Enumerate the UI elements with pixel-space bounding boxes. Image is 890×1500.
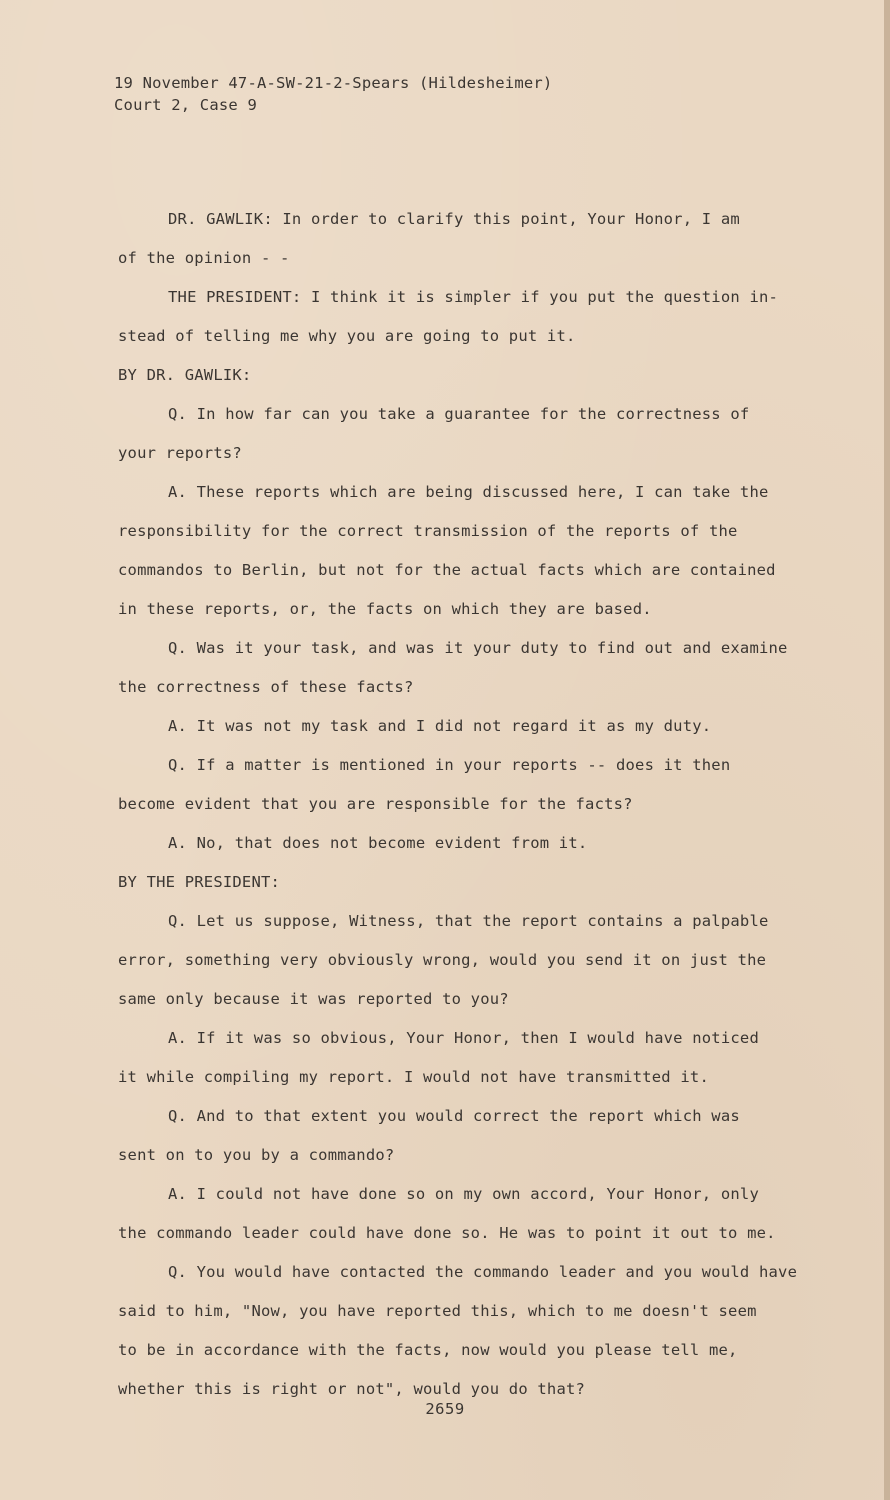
transcript-line: responsibility for the correct transmission of the reports of the bbox=[118, 522, 738, 540]
transcript-line: BY DR. GAWLIK: bbox=[118, 366, 252, 384]
document-header bbox=[114, 72, 552, 116]
transcript-line: A. If it was so obvious, Your Honor, then I would have noticed bbox=[168, 1029, 759, 1047]
transcript-line: sent on to you by a commando? bbox=[118, 1146, 395, 1164]
transcript-line: your reports? bbox=[118, 444, 242, 462]
header-line-2: Court 2, Case 9 bbox=[114, 96, 257, 114]
transcript-line: the commando leader could have done so. He was to point it out to me. bbox=[118, 1224, 776, 1242]
transcript-line: commandos to Berlin, but not for the actual facts which are contained bbox=[118, 561, 776, 579]
transcript-line: Q. Let us suppose, Witness, that the report contains a palpable bbox=[168, 912, 769, 930]
transcript-line: Q. You would have contacted the commando leader and you would have bbox=[168, 1263, 798, 1281]
transcript-line: said to him, "Now, you have reported this, which to me doesn't seem bbox=[118, 1302, 757, 1320]
transcript-line: BY THE PRESIDENT: bbox=[118, 873, 281, 891]
transcript-line: in these reports, or, the facts on which they are based. bbox=[118, 600, 652, 618]
transcript-line: Q. Was it your task, and was it your duty to find out and examine bbox=[168, 639, 788, 657]
transcript-line: Q. And to that extent you would correct the report which was bbox=[168, 1107, 740, 1125]
transcript-line: Q. In how far can you take a guarantee for the correctness of bbox=[168, 405, 750, 423]
transcript-line: whether this is right or not", would you do that? bbox=[118, 1380, 586, 1398]
transcript-line: of the opinion - - bbox=[118, 249, 290, 267]
transcript-line: become evident that you are responsible for the facts? bbox=[118, 795, 633, 813]
transcript-line: the correctness of these facts? bbox=[118, 678, 414, 696]
page-number: 2659 bbox=[425, 1400, 465, 1418]
transcript-line: THE PRESIDENT: I think it is simpler if you put the question in- bbox=[168, 288, 779, 306]
transcript-line: A. No, that does not become evident from it. bbox=[168, 834, 588, 852]
transcript-body bbox=[118, 200, 818, 1409]
header-line-1: 19 November 47-A-SW-21-2-Spears (Hildesheimer) bbox=[114, 74, 553, 92]
transcript-line: A. These reports which are being discussed here, I can take the bbox=[168, 483, 769, 501]
transcript-line: stead of telling me why you are going to put it. bbox=[118, 327, 576, 345]
transcript-line: error, something very obviously wrong, would you send it on just the bbox=[118, 951, 767, 969]
transcript-line: same only because it was reported to you? bbox=[118, 990, 509, 1008]
transcript-line: it while compiling my report. I would not have transmitted it. bbox=[118, 1068, 709, 1086]
transcript-line: A. It was not my task and I did not regard it as my duty. bbox=[168, 717, 712, 735]
transcript-line: to be in accordance with the facts, now would you please tell me, bbox=[118, 1341, 738, 1359]
transcript-line: Q. If a matter is mentioned in your reports -- does it then bbox=[168, 756, 731, 774]
transcript-line: DR. GAWLIK: In order to clarify this point, Your Honor, I am bbox=[168, 210, 740, 228]
transcript-line: A. I could not have done so on my own accord, Your Honor, only bbox=[168, 1185, 759, 1203]
